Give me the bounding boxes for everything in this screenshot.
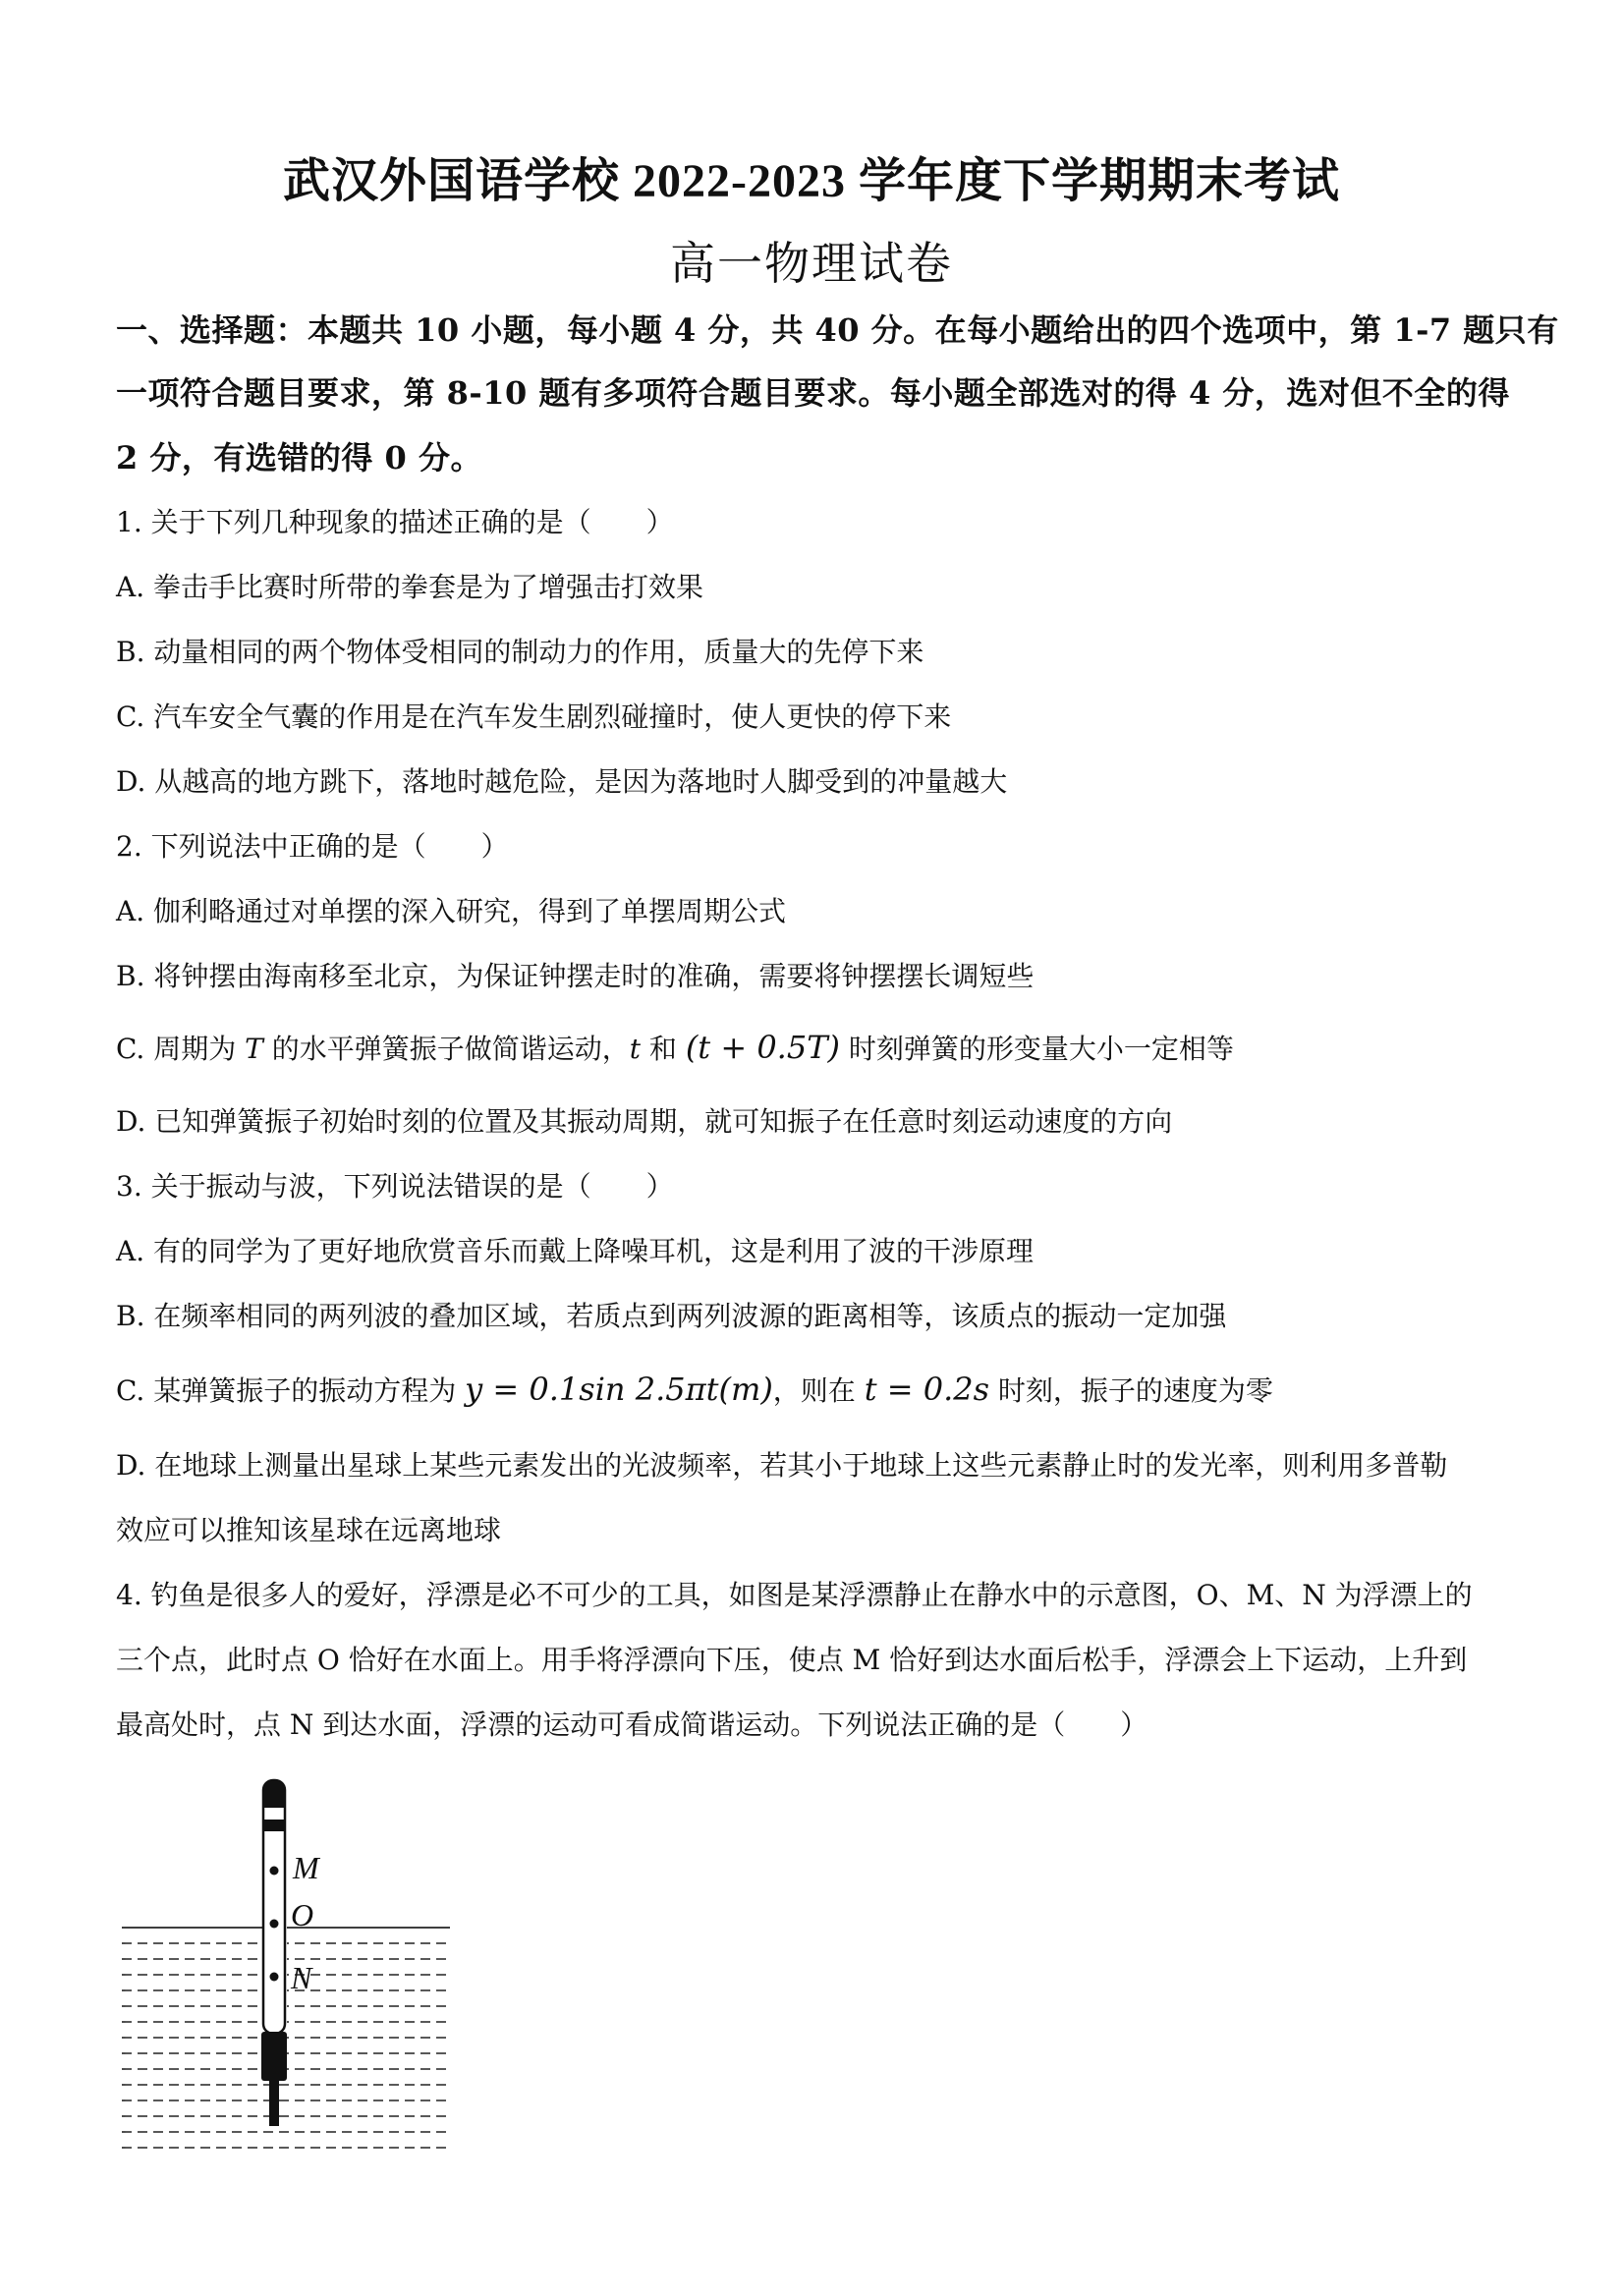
q1-option-a: A. 拳击手比赛时所带的拳套是为了增强击打效果 [116,571,704,603]
q1-option-b: B. 动量相同的两个物体受相同的制动力的作用，质量大的先停下来 [116,636,924,668]
q4-stem-line-2: 三个点，此时点 O 恰好在水面上。用手将浮漂向下压，使点 M 恰好到达水面后松手，浮漂会上下运动，上升到 [116,1644,1468,1676]
point-o-dot [270,1920,279,1929]
q2-c-text-2: 的水平弹簧振子做简谐运动， [262,1033,630,1065]
q4-stem-line-3: 最高处时，点 N 到达水面，浮漂的运动可看成简谐运动。下列说法正确的是（ ） [116,1708,1148,1741]
q3-option-b: B. 在频率相同的两列波的叠加区域，若质点到两列波源的距离相等，该质点的振动一定加强 [116,1300,1227,1332]
q2-c-text-4: 时刻弹簧的形变量大小一定相等 [840,1033,1234,1065]
q2-option-d: D. 已知弹簧振子初始时刻的位置及其振动周期，就可知振子在任意时刻运动速度的方向 [116,1105,1173,1138]
float-tip [263,1780,285,1808]
q3-c-text-1: C. 某弹簧振子的振动方程为 [116,1374,466,1407]
label-m: M [293,1850,319,1885]
q2-option-c [116,1028,1521,1069]
q2-option-b: B. 将钟摆由海南移至北京，为保证钟摆走时的准确，需要将钟摆摆长调短些 [116,960,1035,992]
q4-stem-line-1: 4. 钓鱼是很多人的爱好，浮漂是必不可少的工具，如图是某浮漂静止在静水中的示意图，O、M、N 为浮漂上的 [116,1579,1473,1611]
q3-c-text-3: 时刻，振子的速度为零 [989,1374,1273,1407]
exam-subtitle: 高一物理试卷 [670,239,953,289]
q2-c-time-symbol: t [629,1033,641,1065]
q1-stem: 1. 关于下列几种现象的描述正确的是（ ） [116,506,674,538]
float-weight [261,2032,287,2081]
label-n: N [291,1960,312,1995]
q3-stem: 3. 关于振动与波，下列说法错误的是（ ） [116,1170,674,1203]
float-band [263,1820,285,1831]
point-m-dot [270,1867,279,1876]
q3-option-d-line-2: 效应可以推知该星球在远离地球 [116,1514,502,1546]
label-o: O [291,1897,314,1932]
float [261,1780,287,2126]
q2-option-a: A. 伽利略通过对单摆的深入研究，得到了单摆周期公式 [116,895,787,927]
float-figure [116,1768,470,2161]
q2-c-text-3: 和 [641,1033,686,1065]
q1-option-c: C. 汽车安全气囊的作用是在汽车发生剧烈碰撞时，使人更快的停下来 [116,700,952,733]
float-stem [269,2081,279,2126]
section-instruction-line-2: 一项符合题目要求，第 8-10 题有多项符合题目要求。每小题全部选对的得 4 分，选对但不全的得 [116,374,1510,412]
point-n-dot [270,1973,279,1982]
q3-option-c [116,1370,1521,1411]
q2-c-period-symbol: T [245,1033,263,1065]
q3-option-d-line-1: D. 在地球上测量出星球上某些元素发出的光波频率，若其小于地球上这些元素静止时的发光率，则利用多普勒 [116,1449,1448,1482]
q2-stem: 2. 下列说法中正确的是（ ） [116,830,509,863]
float-body [263,1780,285,2034]
section-instruction-line-1: 一、选择题：本题共 10 小题，每小题 4 分，共 40 分。在每小题给出的四个选项中，第 1-7 题只有 [116,311,1559,349]
q3-option-a: A. 有的同学为了更好地欣赏音乐而戴上降噪耳机，这是利用了波的干涉原理 [116,1235,1035,1267]
q3-c-time-value: t = 0.2s [864,1371,990,1408]
exam-title: 武汉外国语学校 2022-2023 学年度下学期期末考试 [283,155,1340,207]
q2-c-expression: (t + 0.5T) [685,1029,841,1066]
q2-c-text-1: C. 周期为 [116,1033,246,1065]
q1-option-d: D. 从越高的地方跳下，落地时越危险，是因为落地时人脚受到的冲量越大 [116,765,1008,798]
q3-c-text-2: ，则在 [772,1374,865,1407]
section-instruction-line-3: 2 分，有选错的得 0 分。 [116,439,482,476]
q3-c-equation: y = 0.1sin 2.5πt(m) [465,1371,773,1408]
